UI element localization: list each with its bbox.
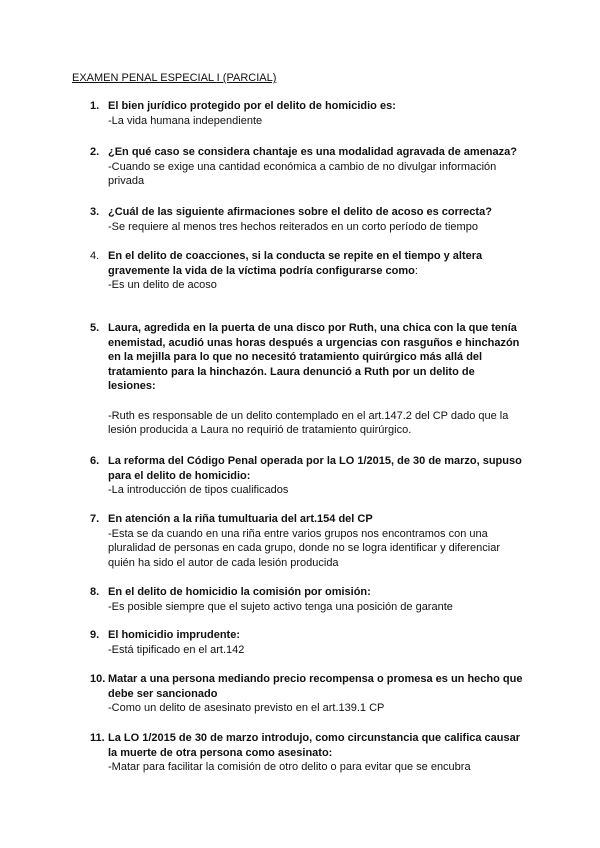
answer-text-line: -Es un delito de acoso xyxy=(108,279,217,292)
question-body xyxy=(108,249,548,293)
answer-text-line: lesión producida a Laura no requirió de tratamiento quirúrgico. xyxy=(108,424,412,437)
question-text-line xyxy=(108,264,548,279)
question-body xyxy=(108,512,548,570)
question-number: 2. xyxy=(90,146,100,158)
question-text-line: en la mejilla para lo que no necesitó tratamiento quirúrgico más allá del xyxy=(108,351,483,364)
question-text-line: En el delito de coacciones, si la conducta se repite en el tiempo y altera xyxy=(108,250,483,262)
question-text-line: enemistad, acudió unas horas después a urgencias con rasguños e hinchazón xyxy=(108,336,520,349)
question-text-line: La reforma del Código Penal operada por la LO 1/2015, de 30 de marzo, supuso xyxy=(108,455,522,467)
question-text-line: En atención a la riña tumultuaria del art.154 del CP xyxy=(108,513,373,525)
question-text-line: lesiones: xyxy=(108,380,156,393)
question-body xyxy=(108,731,548,775)
question-number: 1. xyxy=(90,100,100,112)
question-number: 3. xyxy=(90,206,100,218)
question-text-line: ¿Cuál de las siguiente afirmaciones sobre el delito de acoso es correcta? xyxy=(108,206,492,218)
question-text-tail: : xyxy=(414,264,418,277)
question-text-line: El homicidio imprudente: xyxy=(108,629,241,641)
question-text-line: ¿En qué caso se considera chantaje es una modalidad agravada de amenaza? xyxy=(108,146,517,158)
question-number: 8. xyxy=(90,586,100,598)
answer-text-line: quién ha sido el autor de cada lesión producida xyxy=(108,556,339,569)
blank-line xyxy=(108,394,548,409)
answer-text-line: -Como un delito de asesinato previsto en el art.139.1 CP xyxy=(108,702,385,715)
question-body xyxy=(108,145,548,189)
question-body xyxy=(108,628,548,657)
question-number: 6. xyxy=(90,455,100,467)
answer-text-line: pluralidad de personas en cada grupo, donde no se logra identificar y diferenciar xyxy=(108,542,500,555)
question-body xyxy=(108,585,548,614)
question-text-line: Laura, agredida en la puerta de una disco por Ruth, una chica con la que tenía xyxy=(108,322,517,334)
question-text-line: La LO 1/2015 de 30 de marzo introdujo, como circunstancia que califica causar xyxy=(108,732,521,744)
question-text-line: En el delito de homicidio la comisión por omisión: xyxy=(108,586,371,598)
question-body xyxy=(108,205,548,234)
answer-text-line: -La vida humana independiente xyxy=(108,114,263,127)
question-text-line: El bien jurídico protegido por el delito de homicidio es: xyxy=(108,100,396,112)
answer-text-line: -Esta se da cuando en una riña entre varios grupos nos encontramos con una xyxy=(108,527,488,540)
question-text-segment: gravemente la vida de la víctima podría configurarse como xyxy=(108,264,415,277)
question-body xyxy=(108,99,548,128)
question-number: 5. xyxy=(90,322,100,334)
question-text-line: para el delito de homicidio: xyxy=(108,469,251,482)
question-text-line: debe ser sancionado xyxy=(108,687,218,700)
answer-text-line: -Se requiere al menos tres hechos reiterados en un corto período de tiempo xyxy=(108,220,478,233)
answer-text-line: -Matar para facilitar la comisión de otro delito o para evitar que se encubra xyxy=(108,761,471,774)
document-title: EXAMEN PENAL ESPECIAL I (PARCIAL) xyxy=(72,72,277,84)
question-text-line: la muerte de otra persona como asesinato: xyxy=(108,746,333,759)
question-number: 11. xyxy=(90,732,105,744)
answer-text-line: -Cuando se exige una cantidad económica a cambio de no divulgar información xyxy=(108,160,497,173)
question-text-line: tratamiento para la hinchazón. Laura denunció a Ruth por un delito de xyxy=(108,365,475,378)
answer-text-line: -Está tipificado en el art.142 xyxy=(108,643,245,656)
question-number: 9. xyxy=(90,629,100,641)
question-body xyxy=(108,672,548,716)
answer-text-line: privada xyxy=(108,175,145,188)
question-number: 10. xyxy=(90,673,106,685)
answer-text-line: -Ruth es responsable de un delito contemplado en el art.147.2 del CP dado que la xyxy=(108,409,509,422)
answer-text-line: -Es posible siempre que el sujeto activo tenga una posición de garante xyxy=(108,600,453,613)
question-body xyxy=(108,454,548,498)
question-number: 7. xyxy=(90,513,100,525)
question-text-line: Matar a una persona mediando precio recompensa o promesa es un hecho que xyxy=(108,673,523,685)
answer-text-line: -La introducción de tipos cualificados xyxy=(108,484,289,497)
question-number: 4. xyxy=(90,250,100,262)
question-body xyxy=(108,321,548,438)
